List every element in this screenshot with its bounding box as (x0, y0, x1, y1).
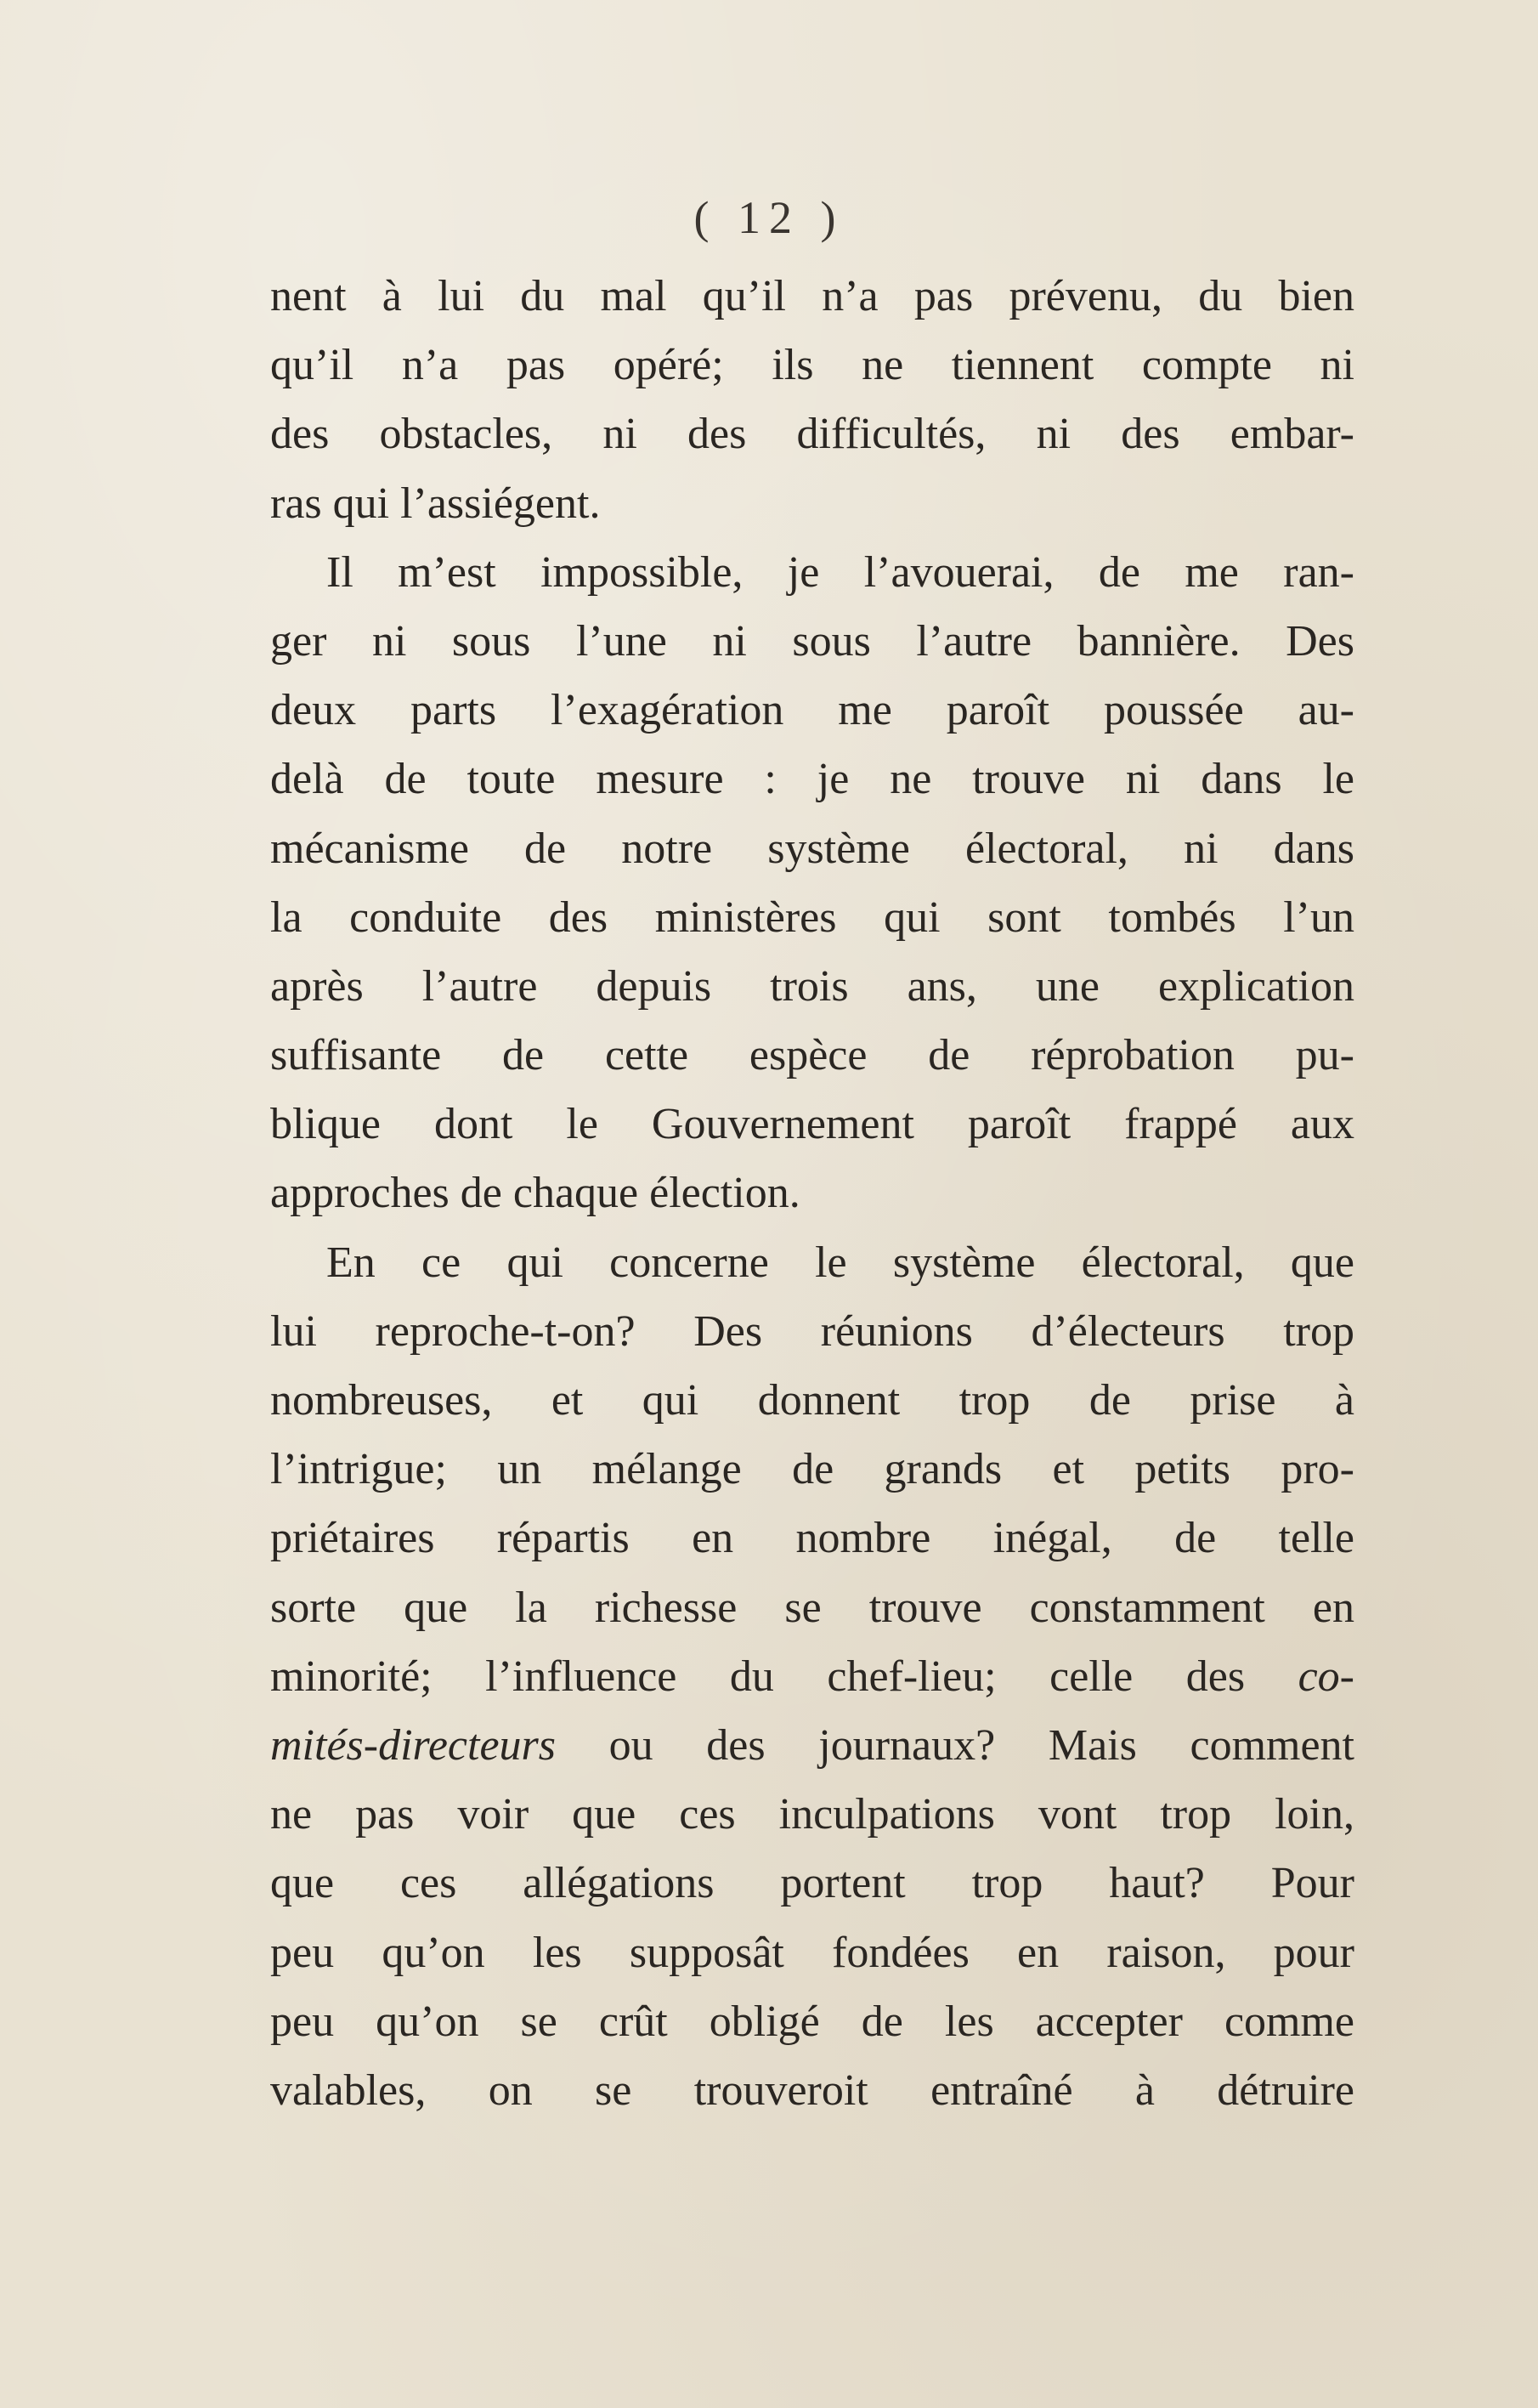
text-line (270, 1711, 1354, 1780)
text-line (270, 1780, 1354, 1849)
text-line (270, 1573, 1354, 1642)
text-segment: minorité; l’influence du chef-lieu; celle des (270, 1652, 1298, 1701)
page-number: ( 12 ) (693, 192, 845, 243)
text-line (270, 883, 1354, 952)
paragraph-start-line (270, 538, 1354, 607)
text-line (270, 1366, 1354, 1435)
italic-segment: mités-directeurs (270, 1720, 556, 1770)
text-line (270, 262, 1354, 331)
text-segment: Il m’est impossible, je l’avouerai, de me ran- (326, 547, 1354, 597)
text-segment: ras qui l’assiégent. (270, 479, 601, 528)
text-line (270, 2056, 1354, 2125)
body-text (270, 262, 1354, 2125)
text-line (270, 1435, 1354, 1504)
text-segment: ger ni sous l’une ni sous l’autre bannière. Des (270, 616, 1354, 666)
text-segment: sorte que la richesse se trouve constamment en (270, 1583, 1354, 1632)
text-line (270, 814, 1354, 883)
text-segment: ou des journaux? Mais comment (556, 1720, 1354, 1770)
text-segment: delà de toute mesure : je ne trouve ni dans le (270, 755, 1354, 804)
text-line (270, 1642, 1354, 1711)
text-segment: nombreuses, et qui donnent trop de prise à (270, 1376, 1354, 1425)
text-line (270, 331, 1354, 399)
text-line (270, 399, 1354, 468)
text-line (270, 745, 1354, 813)
text-segment: En ce qui concerne le système électoral, que (326, 1238, 1354, 1287)
text-segment: lui reproche-t-on? Des réunions d’électeurs trop (270, 1306, 1354, 1356)
text-segment: peu qu’on se crût obligé de les accepter comme (270, 1997, 1354, 2046)
text-segment: suffisante de cette espèce de réprobation pu- (270, 1031, 1354, 1080)
text-line (270, 1159, 1354, 1227)
text-segment: l’intrigue; un mélange de grands et petits pro- (270, 1445, 1354, 1494)
italic-segment: co- (1298, 1652, 1354, 1701)
text-line (270, 1090, 1354, 1159)
text-line (270, 952, 1354, 1021)
text-line (270, 1849, 1354, 1918)
text-segment: peu qu’on les supposât fondées en raison, pour (270, 1928, 1354, 1977)
text-segment: nent à lui du mal qu’il n’a pas prévenu, du bien (270, 272, 1354, 320)
text-segment: qu’il n’a pas opéré; ils ne tiennent compte ni (270, 341, 1354, 390)
text-segment: la conduite des ministères qui sont tombés l’un (270, 892, 1354, 942)
text-line (270, 1021, 1354, 1090)
text-line (270, 469, 1354, 538)
text-segment: deux parts l’exagération me paroît poussée au- (270, 686, 1354, 735)
text-segment: approches de chaque élection. (270, 1169, 800, 1218)
text-segment: mécanisme de notre système électoral, ni dans (270, 824, 1354, 873)
text-line (270, 1918, 1354, 1987)
text-segment: après l’autre depuis trois ans, une explication (270, 961, 1354, 1011)
text-segment: ne pas voir que ces inculpations vont trop loin, (270, 1790, 1354, 1839)
text-line (270, 607, 1354, 676)
text-line (270, 1504, 1354, 1572)
text-line (270, 676, 1354, 745)
text-segment: priétaires répartis en nombre inégal, de telle (270, 1514, 1354, 1563)
text-segment: des obstacles, ni des difficultés, ni des embar- (270, 410, 1354, 459)
text-segment: que ces allégations portent trop haut? Pour (270, 1859, 1354, 1908)
paragraph-start-line (270, 1228, 1354, 1297)
text-line (270, 1297, 1354, 1366)
text-segment: valables, on se trouveroit entraîné à détruire (270, 2065, 1354, 2115)
text-segment: blique dont le Gouvernement paroît frappé aux (270, 1100, 1354, 1149)
text-line (270, 1987, 1354, 2056)
